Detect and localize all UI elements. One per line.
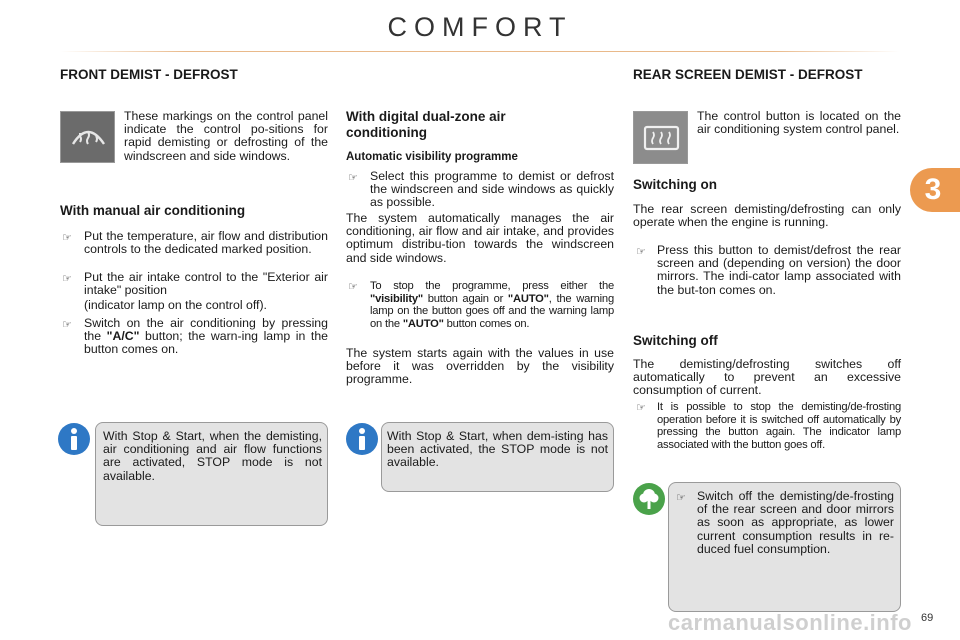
rear-defrost-icon (633, 111, 688, 164)
manual-step-3: Switch on the air conditioning by pressing the "A/C" button; the warn-ing lamp in the button comes on. (84, 316, 328, 357)
visibility-description: The system automatically manages the air conditioning, air flow and air intake, and provides optimum distribu-tion towards the windscreen and side windows. (346, 211, 614, 265)
chapter-tab: 3 (910, 168, 960, 212)
eco-tree-icon (633, 483, 665, 515)
front-demist-intro: These markings on the control panel indicate the control po-sitions for rapid demisting or defrosting of the windscreen and side windows. (124, 109, 328, 163)
pointer-icon: ☞ (676, 492, 686, 504)
stop-start-note-left-text: With Stop & Start, when the demisting, air conditioning and air flow functions are activated, STOP mode is not available. (103, 429, 322, 483)
page-number: 69 (921, 612, 934, 624)
pointer-icon: ☞ (62, 273, 72, 285)
switching-on-title: Switching on (633, 177, 717, 192)
visibility-step-2: To stop the programme, press either the "visibility" button again or "AUTO", the warning lamp on the button goes off and the warning lamp on the "AUTO" button comes on. (370, 280, 614, 330)
pointer-icon: ☞ (348, 172, 358, 184)
switching-off-step: It is possible to stop the demisting/de-frosting operation before it is switched off automatically by pressing the button again. The indicator lamp associated with the button goes off. (657, 401, 901, 451)
front-demist-title: FRONT DEMIST - DEFROST (60, 67, 238, 82)
visibility-step-1: Select this programme to demist or defrost the windscreen and side windows as quickly as possible. (370, 169, 614, 210)
switching-off-title: Switching off (633, 333, 718, 348)
pointer-icon: ☞ (636, 246, 646, 258)
manual-ac-title: With manual air conditioning (60, 203, 246, 218)
digital-ac-title: With digital dual-zone air conditioning (346, 109, 506, 140)
front-defrost-icon (60, 111, 115, 163)
manual-step-2: Put the air intake control to the "Exterior air intake" position (84, 270, 328, 298)
switching-off-text: The demisting/defrosting switches off automatically to prevent an excessive consumption of current. (633, 357, 901, 398)
stop-start-note-middle-text: With Stop & Start, when dem-isting has been activated, the STOP mode is not available. (387, 429, 608, 470)
visibility-restart: The system starts again with the values in use before it was overridden by the visibility programme. (346, 346, 614, 387)
manual-step-1: Put the temperature, air flow and distribution controls to the dedicated marked position. (84, 229, 328, 257)
info-icon (58, 423, 90, 455)
page-title: COMFORT (387, 12, 573, 42)
info-icon (346, 423, 378, 455)
switching-on-step: Press this button to demist/defrost the rear screen and (depending on version) the door mirrors. The indi-cator lamp associated with the but-ton comes on. (657, 243, 901, 297)
pointer-icon: ☞ (62, 319, 72, 331)
header-divider (60, 51, 900, 52)
eco-note-text: Switch off the demisting/de-frosting of the rear screen and door mirrors as soon as appropriate, as lower current consumption results in re-duced fuel consumption. (697, 489, 894, 556)
rear-demist-intro: The control button is located on the air conditioning system control panel. (697, 109, 901, 137)
visibility-programme-subtitle: Automatic visibility programme (346, 151, 518, 163)
manual-step-2-cont: (indicator lamp on the control off). (84, 298, 267, 312)
pointer-icon: ☞ (62, 232, 72, 244)
pointer-icon: ☞ (636, 402, 646, 414)
rear-demist-title: REAR SCREEN DEMIST - DEFROST (633, 67, 863, 82)
watermark: carmanualsonline.info (668, 610, 912, 635)
pointer-icon: ☞ (348, 281, 358, 293)
switching-on-text: The rear screen demisting/defrosting can only operate when the engine is running. (633, 202, 901, 230)
